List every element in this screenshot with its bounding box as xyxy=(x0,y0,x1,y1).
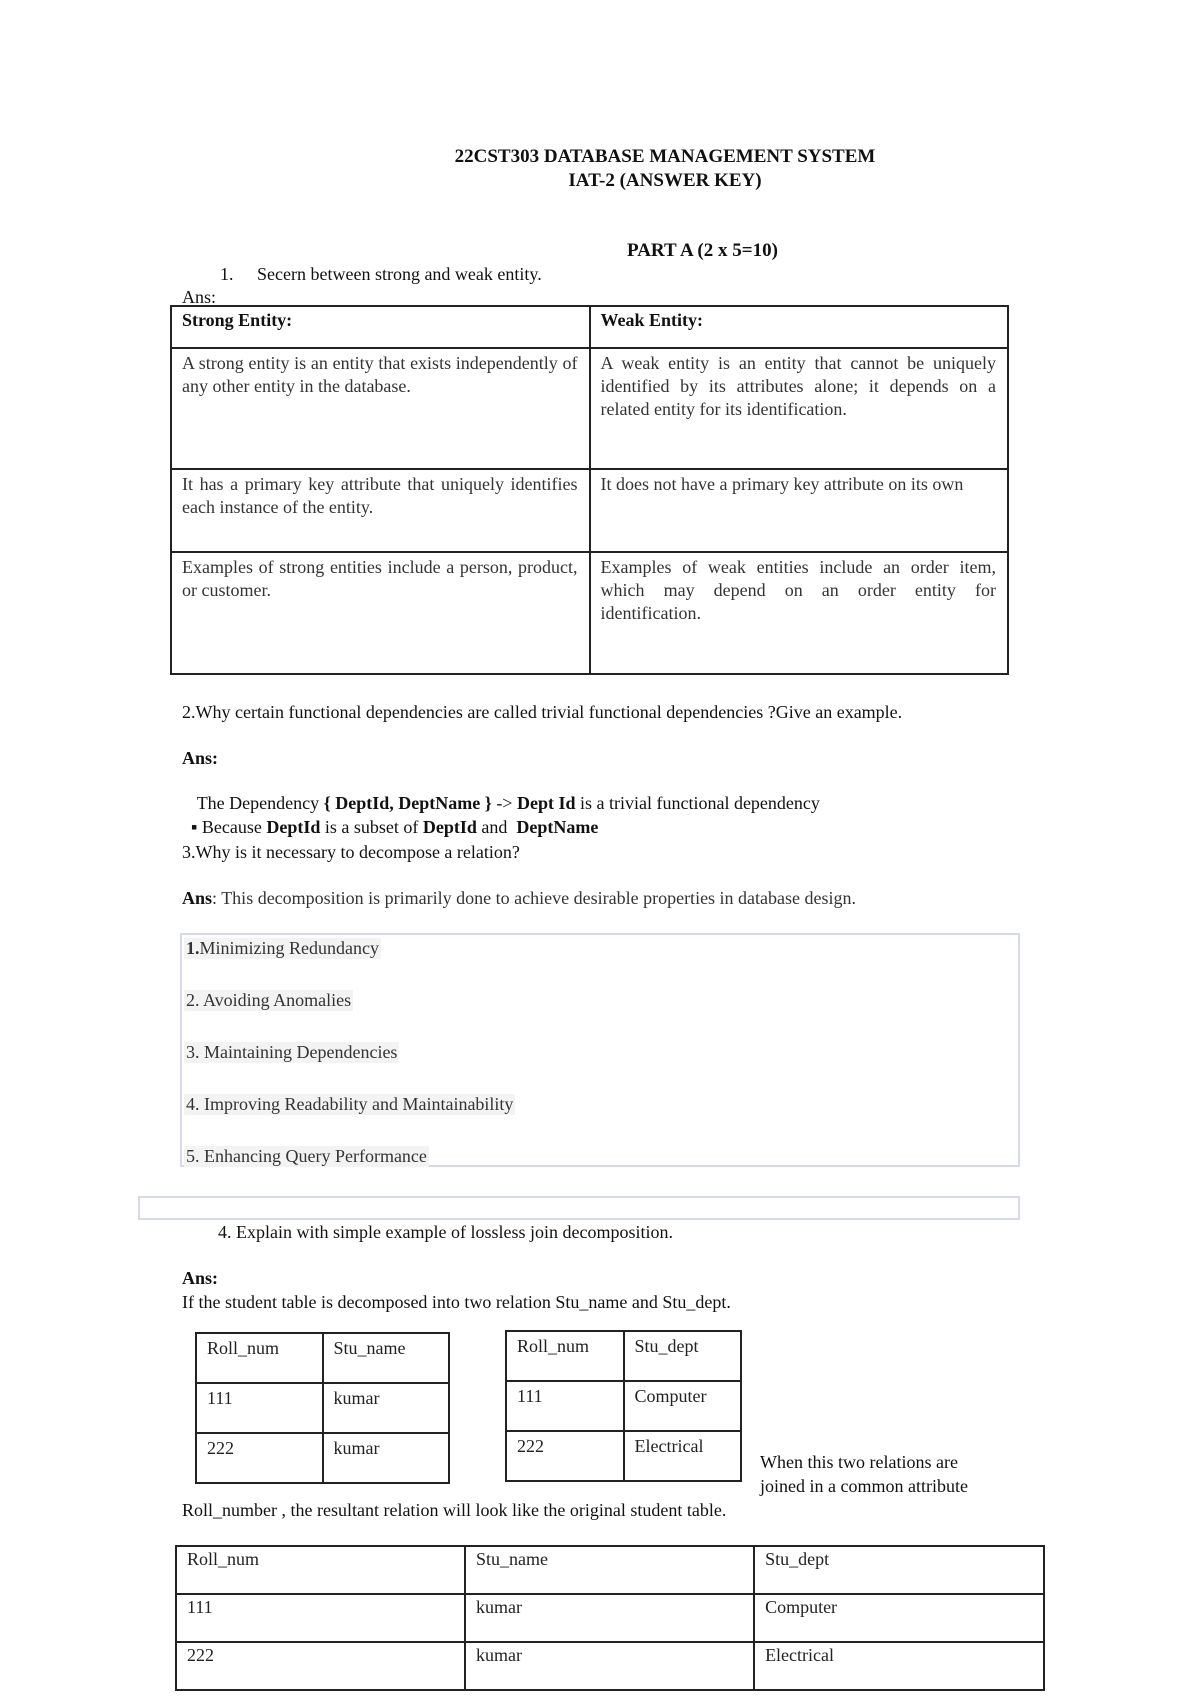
reasons-box xyxy=(180,933,1020,1167)
q1-ans-label: Ans: xyxy=(182,287,217,307)
table-cell: A weak entity is an entity that cannot be uniquely identified by its attributes alone; it depends on a related entity for its identification. xyxy=(590,348,1009,469)
reason-number: 1. xyxy=(186,938,200,958)
q2-bold: DeptId xyxy=(422,817,477,837)
table-cell: kumar xyxy=(323,1433,450,1483)
q2-text: ▪ Because xyxy=(191,817,267,837)
q2-question: 2.Why certain functional dependencies are called trivial functional dependencies ?Give an example. xyxy=(182,702,903,722)
table-cell: kumar xyxy=(465,1594,754,1642)
exam-title: IAT-2 (ANSWER KEY) xyxy=(568,170,762,191)
table-cell: It does not have a primary key attribute on its own xyxy=(590,469,1009,552)
table-cell: Examples of weak entities include an order item, which may depend on an order entity for identification. xyxy=(590,552,1009,674)
q2-bold: { DeptId, DeptName } xyxy=(323,793,492,813)
table-row xyxy=(196,1383,449,1433)
table-cell: 111 xyxy=(176,1594,465,1642)
table-header-cell: Strong Entity: xyxy=(171,306,590,348)
empty-box xyxy=(138,1196,1020,1220)
reason-item: 5. Enhancing Query Performance xyxy=(186,1146,427,1166)
table-row xyxy=(171,348,1008,469)
table-header-cell: Weak Entity: xyxy=(590,306,1009,348)
q3-answer xyxy=(182,888,856,909)
q4-ans-label: Ans: xyxy=(182,1268,219,1288)
part-title: PART A (2 x 5=10) xyxy=(627,240,778,261)
table-row xyxy=(176,1594,1044,1642)
q2-text: and xyxy=(476,817,517,837)
table-row xyxy=(506,1331,741,1381)
table-cell: kumar xyxy=(323,1383,450,1433)
q2-bold: Dept Id xyxy=(516,793,576,813)
table-row xyxy=(196,1433,449,1483)
table-row xyxy=(196,1333,449,1383)
table-row xyxy=(176,1546,1044,1594)
table-header-cell: Stu_dept xyxy=(754,1546,1044,1594)
q1-question: Secern between strong and weak entity. xyxy=(257,264,542,284)
table-cell: 111 xyxy=(196,1383,323,1433)
table-header-cell: Stu_name xyxy=(323,1333,450,1383)
table-header-cell: Roll_num xyxy=(506,1331,624,1381)
table-cell: Electrical xyxy=(624,1431,742,1481)
table-header-cell: Stu_dept xyxy=(624,1331,742,1381)
table-row xyxy=(506,1381,741,1431)
q2-text: is a trivial functional dependency xyxy=(575,793,820,813)
q4-question: 4. Explain with simple example of lossless join decomposition. xyxy=(218,1222,673,1242)
q3-ans-text: : This decomposition is primarily done to achieve desirable properties in database design. xyxy=(212,888,857,908)
reason-item: 2. Avoiding Anomalies xyxy=(186,990,352,1010)
table-row xyxy=(176,1642,1044,1690)
q4-side-text: When this two relations are xyxy=(760,1452,958,1472)
table-header-cell: Stu_name xyxy=(465,1546,754,1594)
table-cell: 111 xyxy=(506,1381,624,1431)
table-header-cell: Roll_num xyxy=(196,1333,323,1383)
table-cell: Computer xyxy=(624,1381,742,1431)
reason-item: 3. Maintaining Dependencies xyxy=(186,1042,398,1062)
q2-text: -> xyxy=(491,793,517,813)
q3-ans-label: Ans xyxy=(182,888,213,908)
result-table xyxy=(175,1545,1045,1691)
table-cell: Examples of strong entities include a person, product, or customer. xyxy=(171,552,590,674)
q4-result-text: Roll_number , the resultant relation will look like the original student table. xyxy=(182,1500,727,1520)
q2-reason-line xyxy=(182,796,598,838)
reason-item: 4. Improving Readability and Maintainability xyxy=(186,1094,514,1114)
course-title: 22CST303 DATABASE MANAGEMENT SYSTEM xyxy=(454,146,876,167)
q2-text: is a subset of xyxy=(320,817,423,837)
table-row xyxy=(506,1431,741,1481)
q2-text: The Dependency xyxy=(196,793,324,813)
q4-intro: If the student table is decomposed into two relation Stu_name and Stu_dept. xyxy=(182,1292,731,1312)
table-row xyxy=(171,552,1008,674)
table-cell: 222 xyxy=(196,1433,323,1483)
q4-side-text: joined in a common attribute xyxy=(760,1476,968,1496)
q1-number: 1. xyxy=(220,264,234,284)
table-header-row xyxy=(171,306,1008,348)
table-cell: Computer xyxy=(754,1594,1044,1642)
table-cell: 222 xyxy=(176,1642,465,1690)
stu-dept-table xyxy=(505,1330,742,1482)
strong-weak-table xyxy=(170,305,1009,675)
table-cell: A strong entity is an entity that exists independently of any other entity in the database. xyxy=(171,348,590,469)
q2-ans-label: Ans: xyxy=(182,748,219,768)
table-row xyxy=(171,469,1008,552)
table-header-cell: Roll_num xyxy=(176,1546,465,1594)
table-cell: 222 xyxy=(506,1431,624,1481)
stu-name-table xyxy=(195,1332,450,1484)
table-cell: It has a primary key attribute that uniquely identifies each instance of the entity. xyxy=(171,469,590,552)
reason-item xyxy=(184,938,381,959)
q2-bold: DeptName xyxy=(516,817,599,837)
table-cell: kumar xyxy=(465,1642,754,1690)
table-cell: Electrical xyxy=(754,1642,1044,1690)
q2-bold: DeptId xyxy=(266,817,321,837)
q3-question: 3.Why is it necessary to decompose a relation? xyxy=(182,842,520,862)
reason-text: Minimizing Redundancy xyxy=(199,938,379,958)
